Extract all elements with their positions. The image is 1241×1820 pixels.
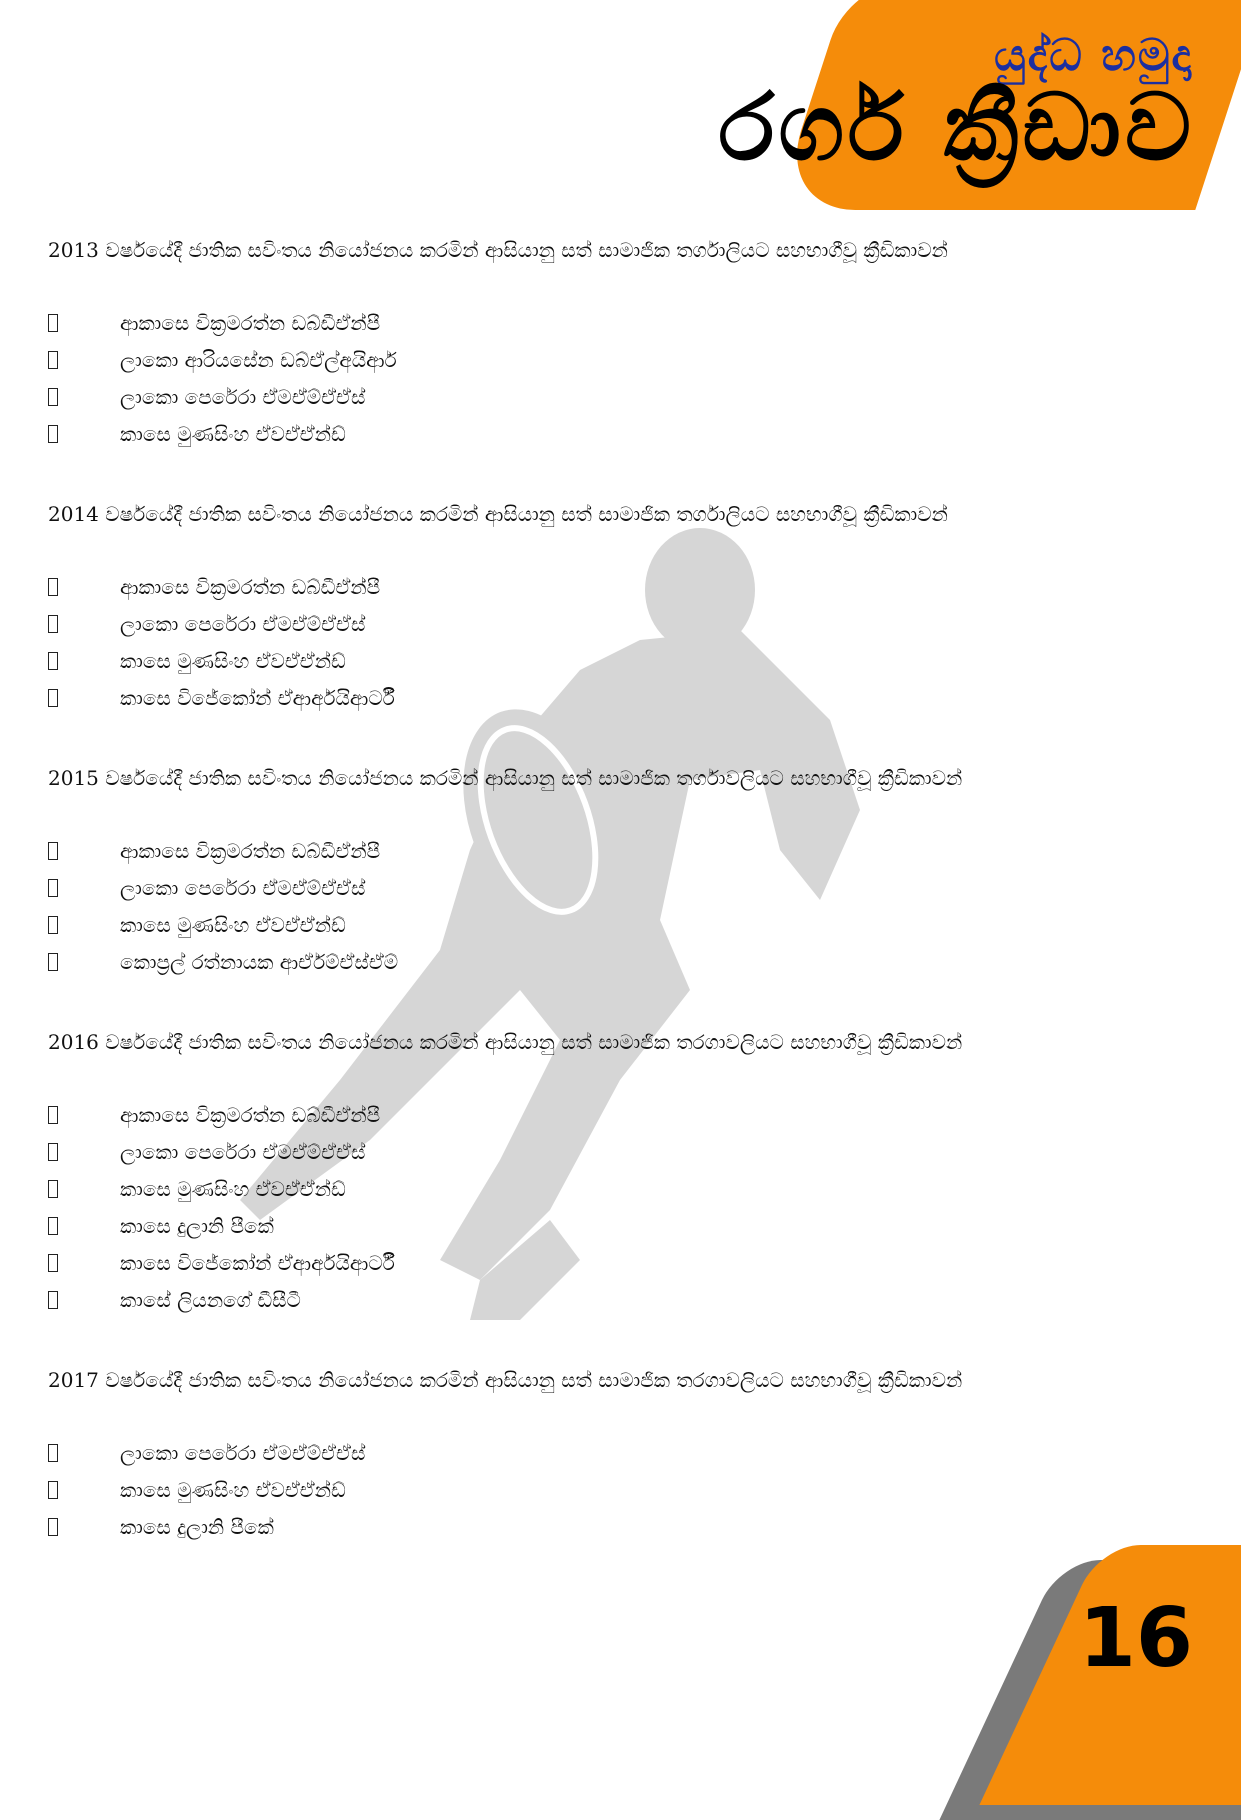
player-name: කාසෙ මුණසිංහ ඒවඒඒන්ඩ්	[120, 421, 346, 446]
player-name: කාසෙ මුණසිංහ ඒවඒඒන්ඩ්	[120, 912, 346, 937]
page-number: 16	[1078, 1591, 1193, 1686]
player-name: ආකාසෙ වික්‍රමරත්න ඩබ්ඩීඒන්පී	[120, 838, 381, 863]
player-name: කාසෙ විජේකෝන් ඒආර්අයිආර්ටී	[120, 1250, 395, 1275]
year-section	[48, 1366, 1168, 1545]
player-list	[48, 832, 1168, 980]
player-name: කාසෙ මුණසිංහ ඒවඒඒන්ඩ්	[120, 1176, 346, 1201]
header-kicker: යුද්ධ හමුදා	[994, 30, 1193, 81]
list-item	[48, 378, 1168, 415]
list-item	[48, 415, 1168, 452]
section-heading: 2015 වර්ෂයේදී ජාතික සවිංතය නියෝජනය කරමින් ආසියානු සත් සාමාජික තර්ගාවලියට සහභාගීවූ ක්‍රීඩිකාවන්	[48, 766, 963, 790]
list-item	[48, 1133, 1168, 1170]
player-name: ආකාසෙ වික්‍රමරත්න ඩබ්ඩීඒන්පී	[120, 1102, 381, 1127]
player-name: කාසෙ මුණසිංහ ඒවඒඒන්ඩ්	[120, 648, 346, 673]
section-heading: 2016 වර්ෂයේදී ජාතික සවිංතය නියෝජනය කරමින් ආසියානු සත් සාමාජික තරගාවලියට සහභාගීවූ ක්‍රීඩිකාවන්	[48, 1030, 963, 1054]
bullet-icon	[48, 314, 58, 332]
list-item	[48, 341, 1168, 378]
bullet-icon	[48, 425, 58, 443]
bullet-icon	[48, 652, 58, 670]
player-name: කාසෙ විජේකෝන් ඒආර්අයිආර්ටී	[120, 685, 395, 710]
list-item	[48, 1207, 1168, 1244]
player-name: ලාකො ආරියසේන ඩබ්ඒල්අයිආර්	[120, 347, 397, 372]
section-heading: 2013 වර්ෂයේදී ජාතික සවිංතය නියෝජනය කරමින් ආසියානු සත් සාමාජික තර්ගාලියට සහභාගීවූ ක්‍රීඩිකාවන්	[48, 238, 948, 262]
player-name: ලාකො පෙරේරා ඒමඒම්ඒඒස්	[120, 1139, 366, 1164]
list-item	[48, 1508, 1168, 1545]
bullet-icon	[48, 1106, 58, 1124]
bullet-icon	[48, 578, 58, 596]
list-item	[48, 1434, 1168, 1471]
list-item	[48, 906, 1168, 943]
player-list	[48, 304, 1168, 452]
year-section	[48, 764, 1168, 980]
list-item	[48, 304, 1168, 341]
player-name: ආකාසෙ වික්‍රමරත්න ඩබ්ඩීඒන්පී	[120, 574, 381, 599]
list-item	[48, 869, 1168, 906]
list-item	[48, 568, 1168, 605]
player-name: ලාකො පෙරේරා ඒමඒම්ඒඒස්	[120, 875, 366, 900]
document-body	[48, 236, 1168, 1593]
player-list	[48, 1434, 1168, 1545]
list-item	[48, 1096, 1168, 1133]
player-list	[48, 568, 1168, 716]
bullet-icon	[48, 1518, 58, 1536]
bullet-icon	[48, 388, 58, 406]
player-name: කොප්‍රල් රත්නායක ආර්ඒම්ඒස්ඒම්	[120, 949, 399, 974]
bullet-icon	[48, 879, 58, 897]
bullet-icon	[48, 1217, 58, 1235]
bullet-icon	[48, 1444, 58, 1462]
player-name: කාසෙ දුලානි පීකේ	[120, 1213, 274, 1238]
bullet-icon	[48, 953, 58, 971]
list-item	[48, 642, 1168, 679]
bullet-icon	[48, 842, 58, 860]
bullet-icon	[48, 1254, 58, 1272]
list-item	[48, 1244, 1168, 1281]
bullet-icon	[48, 1180, 58, 1198]
page-title: රගර් ක්‍රීඩාව	[718, 74, 1195, 181]
list-item	[48, 679, 1168, 716]
bullet-icon	[48, 689, 58, 707]
player-name: කාසෙ මුණසිංහ ඒවඒඒන්ඩ්	[120, 1477, 346, 1502]
player-name: ලාකො පෙරේරා ඒමඒම්ඒඒස්	[120, 611, 366, 636]
player-list	[48, 1096, 1168, 1318]
list-item	[48, 832, 1168, 869]
bullet-icon	[48, 1291, 58, 1309]
list-item	[48, 605, 1168, 642]
player-name: ආකාසෙ වික්‍රමරත්න ඩබ්ඩීඒන්පී	[120, 310, 381, 335]
list-item	[48, 1471, 1168, 1508]
list-item	[48, 1170, 1168, 1207]
player-name: ලාකො පෙරේරා ඒමඒම්ඒඒස්	[120, 384, 366, 409]
bullet-icon	[48, 615, 58, 633]
bullet-icon	[48, 351, 58, 369]
list-item	[48, 1281, 1168, 1318]
list-item	[48, 943, 1168, 980]
bullet-icon	[48, 916, 58, 934]
year-section	[48, 500, 1168, 716]
section-heading: 2017 වර්ෂයේදී ජාතික සවිංතය නියෝජනය කරමින් ආසියානු සත් සාමාජික තරගාවලියට සහභාගීවූ ක්‍රීඩිකාවන්	[48, 1368, 963, 1392]
player-name: කාසෙ දුලානි පීකේ	[120, 1514, 274, 1539]
player-name: ලාකො පෙරේරා ඒමඒම්ඒඒස්	[120, 1440, 366, 1465]
year-section	[48, 1028, 1168, 1318]
player-name: කාසේ ලියනගේ ඩීසීටී	[120, 1287, 301, 1312]
bullet-icon	[48, 1481, 58, 1499]
year-section	[48, 236, 1168, 452]
section-heading: 2014 වර්ෂයේදී ජාතික සවිංතය නියෝජනය කරමින් ආසියානු සත් සාමාජික තර්ගාලියට සහභාගීවූ ක්‍රීඩිකාවන්	[48, 502, 948, 526]
bullet-icon	[48, 1143, 58, 1161]
